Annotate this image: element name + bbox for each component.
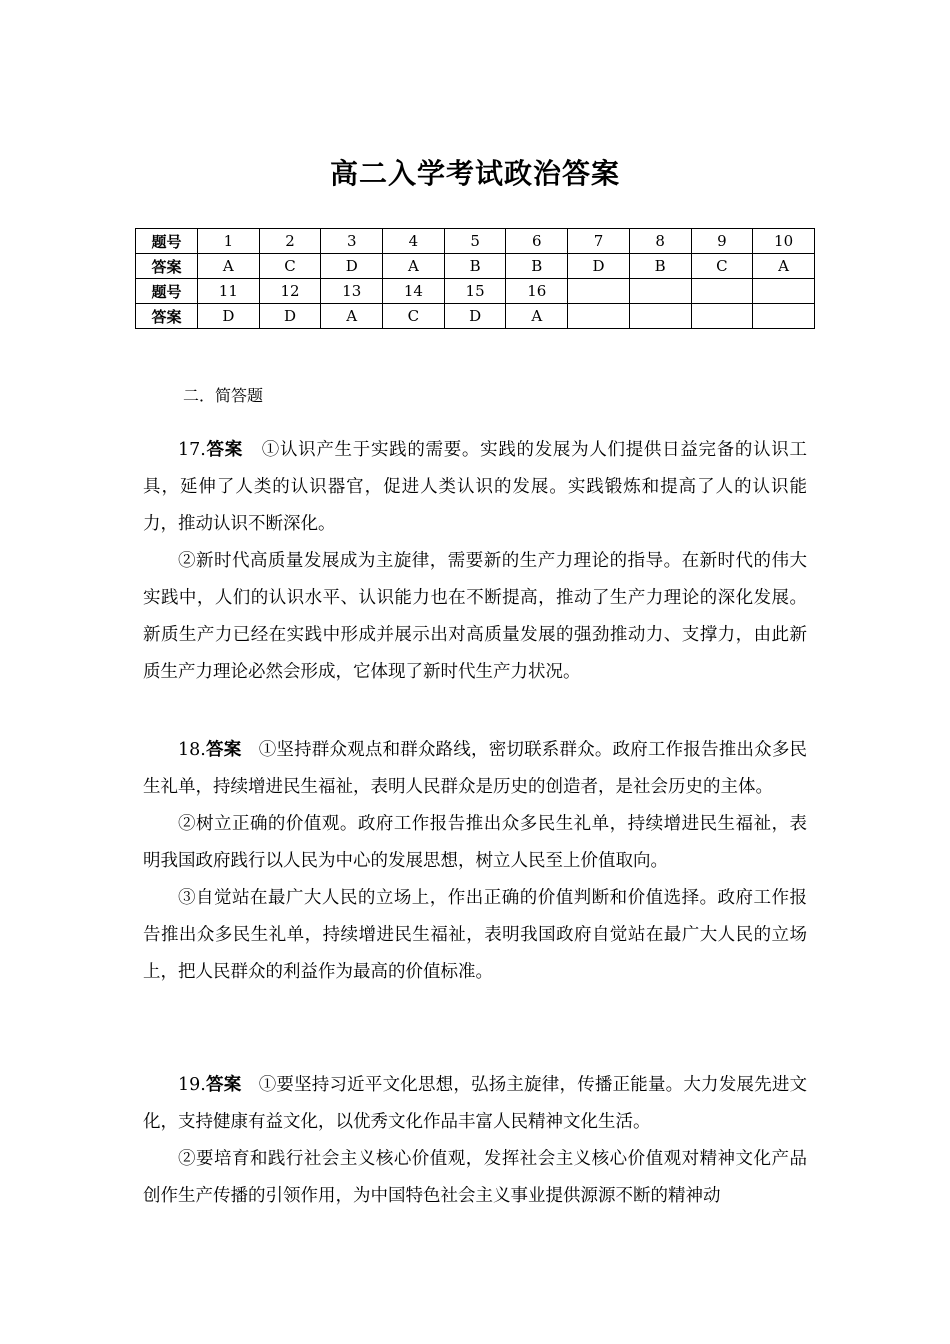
- question-number: 19.: [178, 1075, 206, 1095]
- table-cell: D: [444, 304, 506, 329]
- table-cell: 15: [444, 279, 506, 304]
- table-row: [136, 279, 815, 304]
- answer-label: 答案: [205, 440, 243, 460]
- table-cell: 11: [198, 279, 260, 304]
- table-cell: B: [506, 254, 568, 279]
- answer-label: 答案: [205, 1075, 242, 1095]
- table-cell: [568, 279, 630, 304]
- answer-paragraph: [143, 432, 807, 543]
- answer-label: 答案: [205, 740, 242, 760]
- table-cell: [753, 304, 815, 329]
- answer-table: [135, 228, 815, 329]
- answer-paragraph: ③自觉站在最广大人民的立场上，作出正确的价值判断和价值选择。政府工作报告推出众多民生礼单，持续增进民生福祉，表明我国政府自觉站在最广大人民的立场上，把人民群众的利益作为最高的价值标准。: [143, 888, 807, 982]
- table-cell: 4: [383, 229, 445, 254]
- answer-text: ①要坚持习近平文化思想，弘扬主旋律，传播正能量。大力发展先进文化，支持健康有益文化，以优秀文化作品丰富人民精神文化生活。: [143, 1075, 808, 1132]
- table-cell: 13: [321, 279, 383, 304]
- answer-paragraph: ②要培育和践行社会主义核心价值观，发挥社会主义核心价值观对精神文化产品创作生产传播的引领作用，为中国特色社会主义事业提供源源不断的精神动: [143, 1149, 807, 1206]
- table-cell: A: [383, 254, 445, 279]
- question-19: [143, 1067, 807, 1215]
- table-cell: [629, 279, 691, 304]
- answer-paragraph: [143, 732, 807, 806]
- page-title: 高二入学考试政治答案: [329, 157, 620, 190]
- table-cell: 16: [506, 279, 568, 304]
- table-cell: 14: [383, 279, 445, 304]
- answer-paragraph: ②新时代高质量发展成为主旋律，需要新的生产力理论的指导。在新时代的伟大实践中，人们的认识水平、认识能力也在不断提高，推动了生产力理论的深化发展。新质生产力已经在实践中形成并展示出对高质量发展的强劲推动力、支撑力，由此新质生产力理论必然会形成，它体现了新时代生产力状况。: [143, 551, 807, 682]
- table-cell: 5: [444, 229, 506, 254]
- question-18: [143, 732, 807, 991]
- row-header: 题号: [136, 229, 198, 254]
- table-cell: C: [691, 254, 753, 279]
- table-row: [136, 229, 815, 254]
- section-title: 二．简答题: [183, 386, 264, 405]
- table-row: [136, 254, 815, 279]
- table-cell: A: [321, 304, 383, 329]
- row-header: 答案: [136, 254, 198, 279]
- table-cell: [753, 279, 815, 304]
- table-cell: 10: [753, 229, 815, 254]
- table-cell: B: [629, 254, 691, 279]
- table-cell: [629, 304, 691, 329]
- table-cell: C: [383, 304, 445, 329]
- answer-paragraph: ②树立正确的价值观。政府工作报告推出众多民生礼单，持续增进民生福祉，表明我国政府践行以人民为中心的发展思想，树立人民至上价值取向。: [143, 814, 807, 871]
- table-cell: 8: [629, 229, 691, 254]
- answer-text: ①认识产生于实践的需要。实践的发展为人们提供日益完备的认识工具，延伸了人类的认识器官，促进人类认识的发展。实践锻炼和提高了人的认识能力，推动认识不断深化。: [143, 440, 808, 534]
- table-cell: A: [506, 304, 568, 329]
- table-cell: 1: [198, 229, 260, 254]
- question-number: 18.: [178, 740, 206, 760]
- table-cell: [568, 304, 630, 329]
- question-17: [143, 432, 807, 691]
- table-cell: 2: [259, 229, 321, 254]
- table-cell: D: [568, 254, 630, 279]
- row-header: 题号: [136, 279, 198, 304]
- answer-text: ①坚持群众观点和群众路线，密切联系群众。政府工作报告推出众多民生礼单，持续增进民生福祉，表明人民群众是历史的创造者，是社会历史的主体。: [143, 740, 808, 797]
- table-cell: 6: [506, 229, 568, 254]
- question-number: 17.: [178, 440, 206, 460]
- table-row: [136, 304, 815, 329]
- table-cell: D: [259, 304, 321, 329]
- table-cell: 7: [568, 229, 630, 254]
- table-cell: A: [753, 254, 815, 279]
- answer-paragraph: [143, 1067, 807, 1141]
- table-cell: D: [321, 254, 383, 279]
- table-cell: [691, 279, 753, 304]
- table-cell: 12: [259, 279, 321, 304]
- table-cell: [691, 304, 753, 329]
- table-cell: B: [444, 254, 506, 279]
- table-cell: A: [198, 254, 260, 279]
- table-cell: C: [259, 254, 321, 279]
- table-cell: 9: [691, 229, 753, 254]
- table-cell: 3: [321, 229, 383, 254]
- row-header: 答案: [136, 304, 198, 329]
- table-cell: D: [198, 304, 260, 329]
